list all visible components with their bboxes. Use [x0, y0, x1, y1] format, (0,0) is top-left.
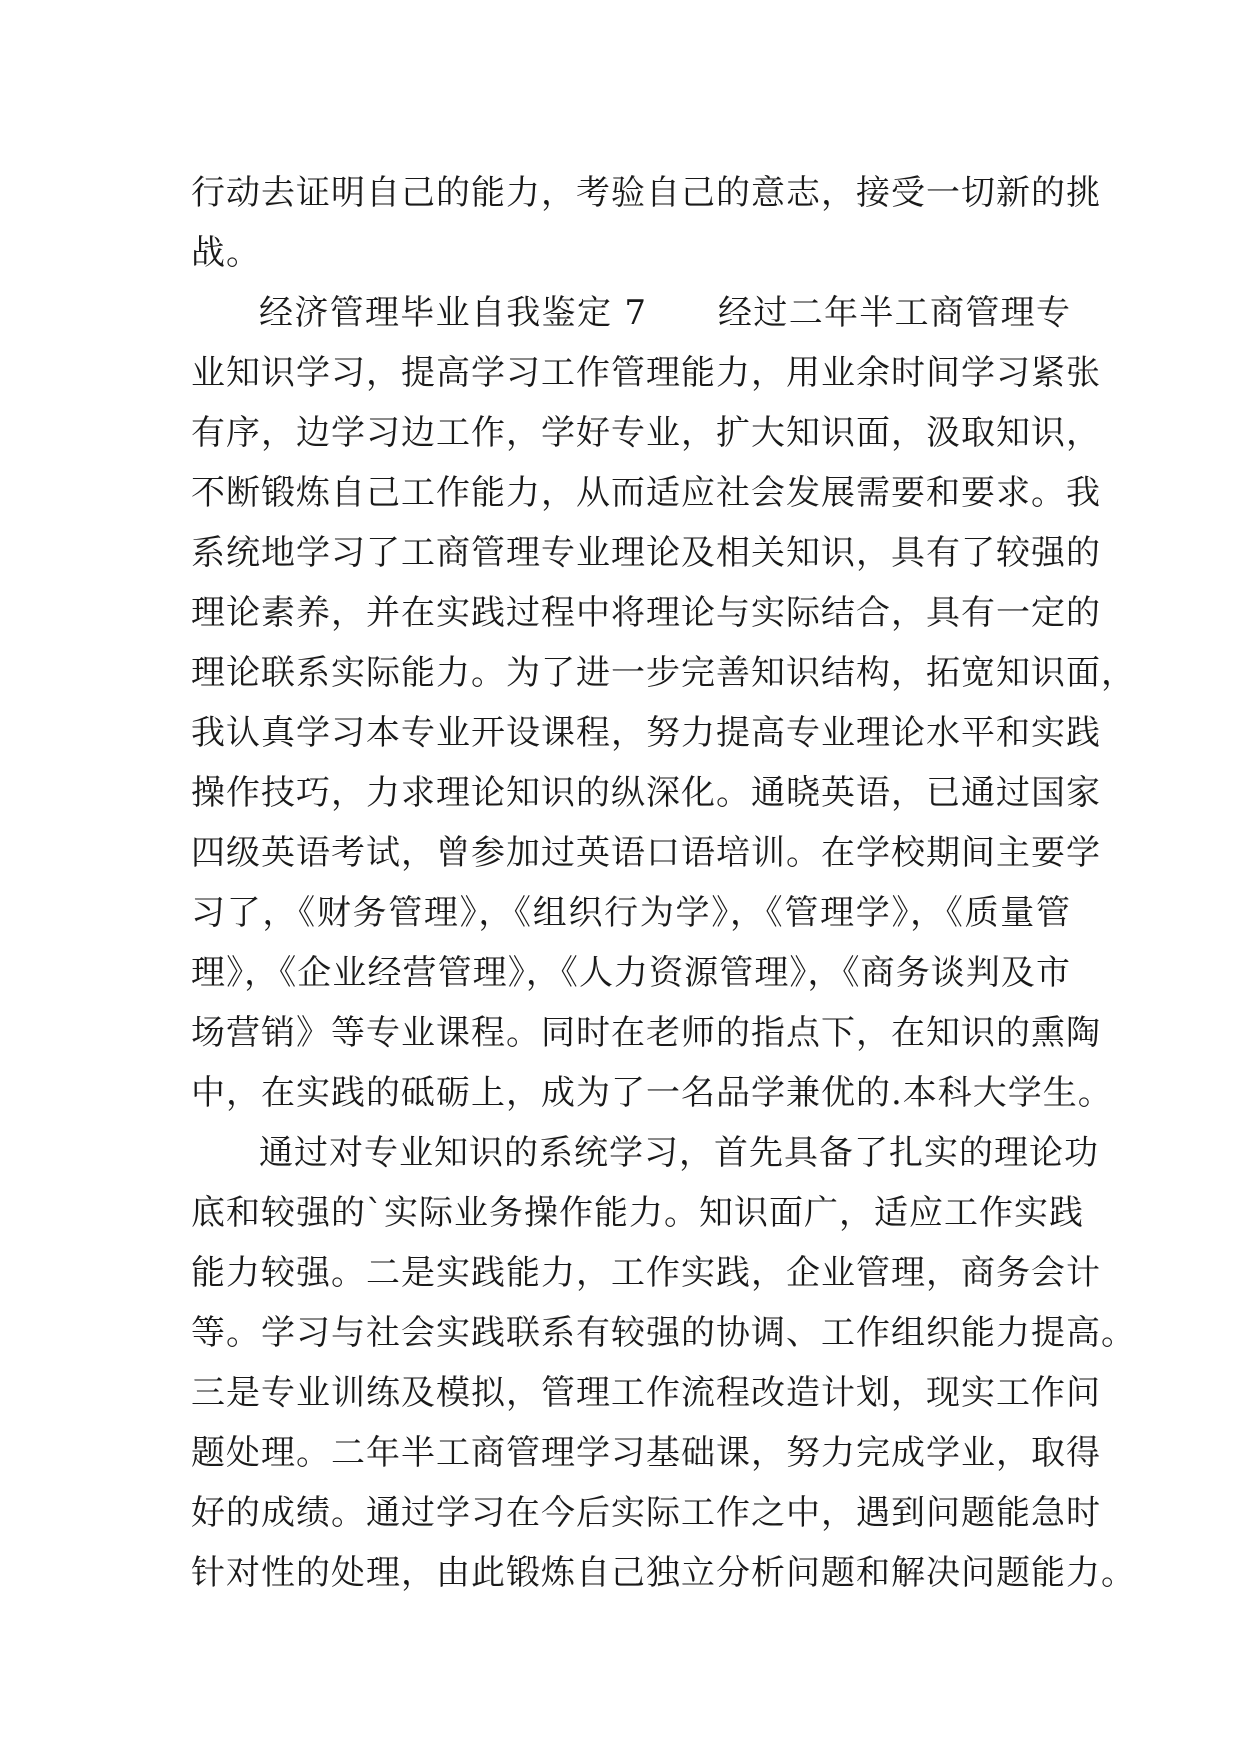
text-line: 战。: [191, 233, 261, 273]
text-line: 底和较强的`实际业务操作能力。知识面广，适应工作实践: [191, 1193, 1084, 1233]
text-line: 理》，《企业经营管理》，《人力资源管理》，《商务谈判及市: [191, 953, 1071, 993]
text-line: 通过对专业知识的系统学习，首先具备了扎实的理论功: [259, 1133, 1099, 1173]
text-line: 我认真学习本专业开设课程，努力提高专业理论水平和实践: [191, 713, 1101, 753]
text-line: 题处理。二年半工商管理学习基础课，努力完成学业，取得: [191, 1433, 1101, 1473]
text-line: 有序，边学习边工作，学好专业，扩大知识面，汲取知识，: [191, 413, 1101, 453]
text-line: 针对性的处理，由此锻炼自己独立分析问题和解决问题能力。: [191, 1553, 1136, 1593]
text-line: 行动去证明自己的能力，考验自己的意志，接受一切新的挑: [191, 173, 1101, 213]
text-line: 场营销》等专业课程。同时在老师的指点下，在知识的熏陶: [191, 1013, 1101, 1053]
text-line: 能力较强。二是实践能力，工作实践，企业管理，商务会计: [191, 1253, 1101, 1293]
text-line: 操作技巧，力求理论知识的纵深化。通晓英语，已通过国家: [191, 773, 1101, 813]
text-line: 三是专业训练及模拟，管理工作流程改造计划，现实工作问: [191, 1373, 1101, 1413]
text-line: 系统地学习了工商管理专业理论及相关知识，具有了较强的: [191, 533, 1101, 573]
text-line: 中，在实践的砥砺上，成为了一名品学兼优的.本科大学生。: [191, 1073, 1113, 1113]
text-line: 等。学习与社会实践联系有较强的协调、工作组织能力提高。: [191, 1313, 1136, 1353]
document-body: [191, 163, 1136, 1603]
text-line: 四级英语考试，曾参加过英语口语培训。在学校期间主要学: [191, 833, 1101, 873]
text-line: 经济管理毕业自我鉴定 7 经过二年半工商管理专: [259, 293, 1071, 333]
text-line: 理论联系实际能力。为了进一步完善知识结构，拓宽知识面，: [191, 653, 1136, 693]
text-line: 不断锻炼自己工作能力，从而适应社会发展需要和要求。我: [191, 473, 1101, 513]
text-line: 理论素养，并在实践过程中将理论与实际结合，具有一定的: [191, 593, 1101, 633]
text-line: 业知识学习，提高学习工作管理能力，用业余时间学习紧张: [191, 353, 1101, 393]
text-line: 习了，《财务管理》，《组织行为学》，《管理学》，《质量管: [191, 893, 1071, 933]
text-line: 好的成绩。通过学习在今后实际工作之中，遇到问题能急时: [191, 1493, 1101, 1533]
